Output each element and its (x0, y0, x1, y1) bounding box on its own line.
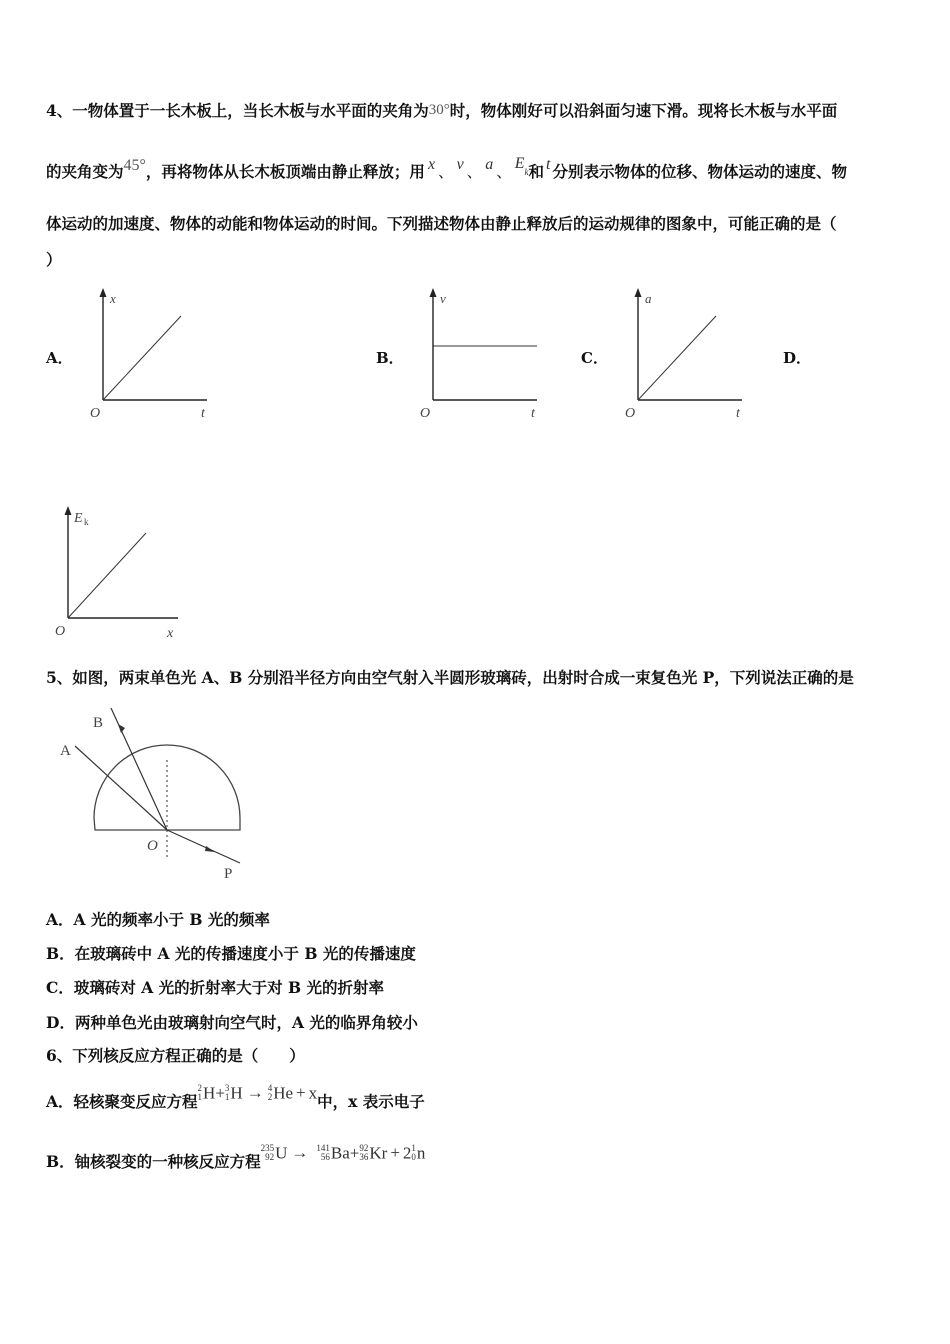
n-mass: 1 (411, 1143, 416, 1154)
ray-p (167, 830, 240, 863)
label-b: B (93, 715, 104, 731)
h3-z: 1 (224, 1092, 230, 1103)
q4-line3: 体运动的加速度、物体的动能和物体运动的时间。下列描述物体由静止释放后的运动规律的图象中，可能正确的是（ (46, 214, 837, 233)
graph-c-xlabel: t (736, 406, 740, 421)
graph-c-ylabel: a (645, 291, 652, 306)
h3-symbol: H (230, 1083, 243, 1103)
graph-d-line (68, 533, 146, 618)
q4-and: 和 (528, 162, 544, 181)
graph-b (415, 284, 550, 424)
plus-4: + (390, 1143, 400, 1163)
h3-mass: 3 (224, 1083, 230, 1094)
graph-c-origin: O (625, 406, 636, 421)
arrow-1: → (246, 1083, 264, 1103)
q4-angle-30: 30° (428, 102, 450, 118)
symbol-x: x (427, 156, 436, 173)
plus-1: + (215, 1083, 225, 1103)
label-p: P (224, 866, 233, 882)
he-mass: 4 (267, 1083, 273, 1094)
q5-stem: 5、如图，两束单色光 A、B 分别沿半径方向由空气射入半圆形玻璃砖，出射时合成一束复色光 P，下列说法正确的是 (46, 668, 854, 687)
q4-angle-45: 45° (123, 157, 146, 174)
symbol-t: t (546, 156, 551, 173)
graph-a (85, 284, 220, 424)
sep-3: 、 (496, 163, 512, 181)
graph-a-y-arrow (100, 288, 107, 297)
ray-b-arrow (118, 724, 125, 733)
graph-d-xlabel: x (167, 626, 174, 641)
u-symbol: U (275, 1143, 288, 1163)
plus-2: + (296, 1083, 306, 1103)
ray-p-arrow (205, 846, 215, 852)
q4-option-d-label: D． (783, 349, 812, 367)
graph-d-ylabel: E (74, 511, 83, 526)
sep-2: 、 (466, 163, 483, 181)
q5-figure (55, 700, 255, 885)
graph-d-origin: O (55, 624, 66, 639)
h2-mass: 2 (197, 1083, 203, 1094)
q4-line1 (46, 100, 837, 121)
graph-b-origin: O (420, 406, 431, 421)
q6-option-a-text: A．轻核聚变反应方程 (46, 1092, 198, 1111)
graph-a-ylabel: x (110, 291, 116, 306)
particle-x: x (308, 1083, 318, 1103)
symbol-E-sub: k (524, 167, 529, 177)
q4-line2 (46, 155, 847, 184)
fission-equation (261, 1143, 426, 1163)
q6-option-a-post: 中，x 表示电子 (317, 1092, 425, 1111)
graph-d-y-arrow (65, 506, 72, 515)
kr-mass: 92 (359, 1143, 369, 1154)
graph-c (620, 284, 755, 424)
q4-line4: ） (46, 250, 62, 269)
q4-line1-text-2: 时，物体刚好可以沿斜面匀速下滑。现将长木板与水平面 (449, 101, 838, 120)
q5-option-b: B．在玻璃砖中 A 光的传播速度小于 B 光的传播速度 (46, 944, 416, 963)
fusion-equation (198, 1083, 318, 1103)
he-symbol: He (273, 1083, 294, 1103)
graph-a-origin: O (90, 406, 101, 421)
plus-3: + (349, 1143, 360, 1163)
sep-1: 、 (438, 163, 454, 181)
graph-a-xlabel: t (201, 406, 205, 421)
label-a: A (60, 743, 71, 759)
graph-b-y-arrow (430, 288, 437, 297)
q4-line1-text: 4、一物体置于一长木板上，当长木板与水平面的夹角为 (46, 101, 429, 120)
graph-c-line (638, 316, 716, 400)
symbol-E: E (514, 155, 525, 172)
n-symbol: n (416, 1143, 426, 1163)
symbol-v: v (456, 156, 464, 173)
kr-z: 36 (359, 1152, 369, 1163)
q4-option-b-label: B． (376, 349, 404, 367)
q4-line2-mid: ，再将物体从长木板顶端由静止释放；用 (145, 162, 425, 181)
graph-b-ylabel: v (440, 291, 446, 306)
ba-z: 56 (320, 1152, 330, 1163)
q4-option-c-label: C． (581, 349, 608, 367)
q4-option-a-label: A． (46, 349, 73, 367)
arrow-2: → (291, 1143, 309, 1163)
h2-z: 1 (197, 1092, 203, 1103)
he-z: 2 (267, 1092, 273, 1103)
ray-a (75, 746, 167, 830)
q5-option-a: A．A 光的频率小于 B 光的频率 (46, 910, 270, 929)
q4-line2-text: 的夹角变为 (46, 162, 124, 181)
h2-symbol: H (203, 1083, 216, 1103)
q6-option-a (46, 1083, 425, 1113)
graph-c-y-arrow (635, 288, 642, 297)
symbol-a: a (485, 156, 494, 173)
n-z: 0 (411, 1152, 416, 1163)
q4-line2-post: 分别表示物体的位移、物体运动的速度、物 (552, 162, 847, 181)
graph-d (50, 500, 190, 645)
q6-option-b (46, 1143, 426, 1173)
u-mass: 235 (260, 1143, 275, 1154)
ba-symbol: Ba (330, 1143, 350, 1163)
q5-option-d: D．两种单色光由玻璃射向空气时，A 光的临界角较小 (46, 1013, 418, 1032)
ba-mass: 141 (316, 1143, 330, 1154)
kr-symbol: Kr (369, 1143, 388, 1163)
graph-a-line (103, 316, 181, 400)
neutron-coefficient: 2 (402, 1143, 412, 1163)
label-o: O (147, 838, 158, 854)
graph-b-xlabel: t (531, 406, 535, 421)
q5-option-c: C．玻璃砖对 A 光的折射率大于对 B 光的折射率 (46, 978, 385, 997)
graph-d-ylabel-sub: k (84, 517, 89, 527)
glass-brick (94, 745, 240, 830)
q6-stem: 6、下列核反应方程正确的是（ ） (46, 1046, 305, 1065)
q6-option-b-text: B．铀核裂变的一种核反应方程 (46, 1152, 261, 1171)
u-z: 92 (265, 1152, 275, 1163)
